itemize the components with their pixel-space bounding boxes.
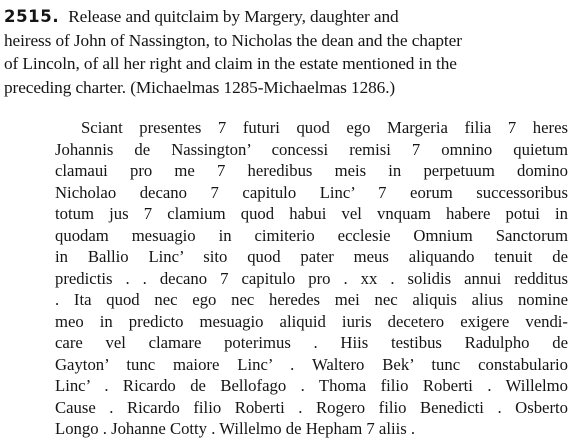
charter-line: clamaui pro me 7 heredibus meis in perpetuum domino [55,161,568,180]
charter-line: totum jus 7 clamium quod habui vel vnquam habere potui in [55,204,568,223]
summary-line: preceding charter. (Michaelmas 1285-Michaelmas 1286.) [4,77,396,97]
charter-line: Johannis de Nassington’ concessi remisi 7 omnino quietum [55,139,568,159]
charter-line: Sciant presentes 7 futuri quod ego Margeria filia 7 heres [81,118,568,137]
charter-line: meo in predicto mesuagio aliquid iuris decetero exigere vendi- [55,311,568,331]
charter-line: . Ita quod nec ego nec heredes mei nec aliquis alius nomine [55,290,568,309]
charter-line: quodam mesuagio in cimiterio ecclesie Omnium Sanctorum [55,225,568,245]
charter-line: in Ballio Linc’ sito quod pater meus aliquando tenuit de [55,247,568,266]
summary-line: 2515. Release and quitclaim by Margery, daughter and [4,7,399,26]
charter-text [55,117,568,440]
summary-line: heiress of John of Nassington, to Nicholas the dean and the chapter [4,30,462,50]
summary-line: of Lincoln, of all her right and claim in the estate mentioned in the [4,54,457,73]
charter-line: Linc’ . Ricardo de Bellofago . Thoma filio Roberti . Willelmo [55,376,568,395]
document-number: 2515. [4,7,60,26]
charter-line: Nicholao decano 7 capitulo Linc’ 7 eorum successoribus [55,182,568,202]
charter-line: predictis . . decano 7 capitulo pro . xx . solidis annui redditus [55,268,568,288]
charter-line: Longo . Johanne Cotty . Willelmo de Hepham 7 aliis . [55,419,416,438]
charter-line: care vel clamare poterimus . Hiis testibus Radulpho de [55,333,568,352]
document-summary [4,5,571,99]
charter-line: Cause . Ricardo filio Roberti . Rogero filio Benedicti . Osberto [55,397,568,417]
charter-line: Gayton’ tunc maiore Linc’ . Waltero Bek’ tunc constabulario [55,354,568,374]
